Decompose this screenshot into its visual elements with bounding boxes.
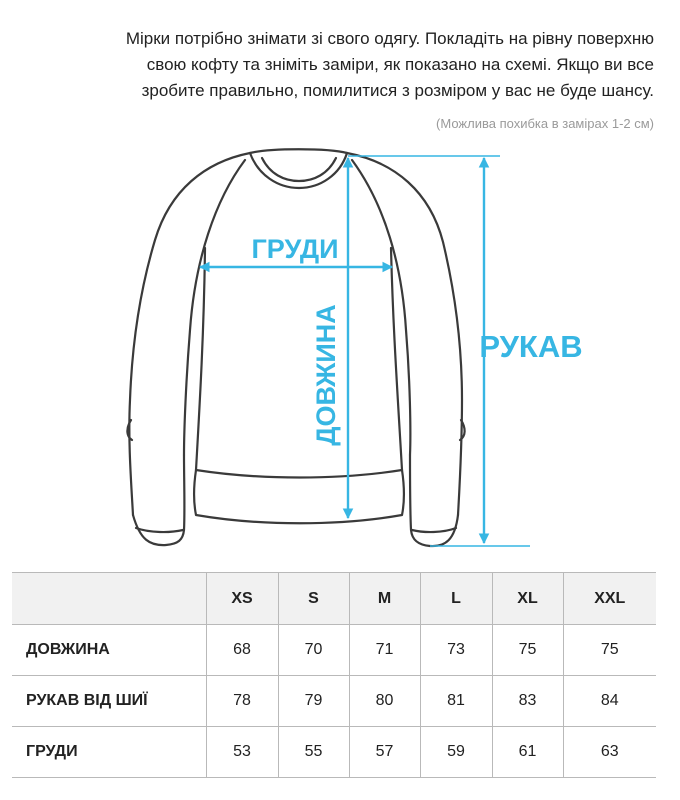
table-cell: 55: [278, 727, 349, 778]
intro-line-1: Мірки потрібно знімати зі свого одягу. Покладіть на рівну поверхню: [125, 29, 654, 48]
table-cell: 78: [206, 676, 278, 727]
size-header-xl: XL: [492, 573, 563, 625]
table-row: [12, 727, 656, 778]
sleeve-label: РУКАВ: [479, 329, 583, 364]
row-label-chest: ГРУДИ: [12, 727, 206, 778]
size-header-l: L: [420, 573, 492, 625]
size-header-s: S: [278, 573, 349, 625]
sweatshirt-diagram: [0, 140, 680, 560]
chest-label: ГРУДИ: [251, 234, 339, 264]
size-header-xs: XS: [206, 573, 278, 625]
table-cell: 84: [563, 676, 656, 727]
table-cell: 70: [278, 625, 349, 676]
size-header-xxl: XXL: [563, 573, 656, 625]
row-label-length: ДОВЖИНА: [12, 625, 206, 676]
table-cell: 53: [206, 727, 278, 778]
intro: [34, 26, 654, 131]
table-cell: 63: [563, 727, 656, 778]
measurement-note: (Можлива похибка в замірах 1-2 см): [436, 116, 654, 131]
intro-line-3: зробите правильно, помилитися з розміром у вас не буде шансу.: [141, 81, 654, 100]
table-cell: 80: [349, 676, 420, 727]
table-cell: 81: [420, 676, 492, 727]
row-label-sleeve: РУКАВ ВІД ШИЇ: [12, 676, 206, 727]
table-cell: 59: [420, 727, 492, 778]
table-cell: 79: [278, 676, 349, 727]
table-row: [12, 625, 656, 676]
intro-line-2: свою кофту та зніміть заміри, як показано на схемі. Якщо ви все: [146, 55, 654, 74]
table-header-row: [12, 573, 656, 625]
table-cell: 73: [420, 625, 492, 676]
intro-text: [34, 26, 654, 104]
table-cell: 57: [349, 727, 420, 778]
sweatshirt-outline: [127, 149, 464, 546]
table-header-corner: [12, 573, 206, 625]
size-table: [12, 572, 656, 778]
length-label: ДОВЖИНА: [311, 304, 341, 446]
table-cell: 75: [492, 625, 563, 676]
table-cell: 75: [563, 625, 656, 676]
table-cell: 68: [206, 625, 278, 676]
table-row: [12, 676, 656, 727]
table-cell: 61: [492, 727, 563, 778]
size-header-m: M: [349, 573, 420, 625]
table-cell: 71: [349, 625, 420, 676]
table-cell: 83: [492, 676, 563, 727]
